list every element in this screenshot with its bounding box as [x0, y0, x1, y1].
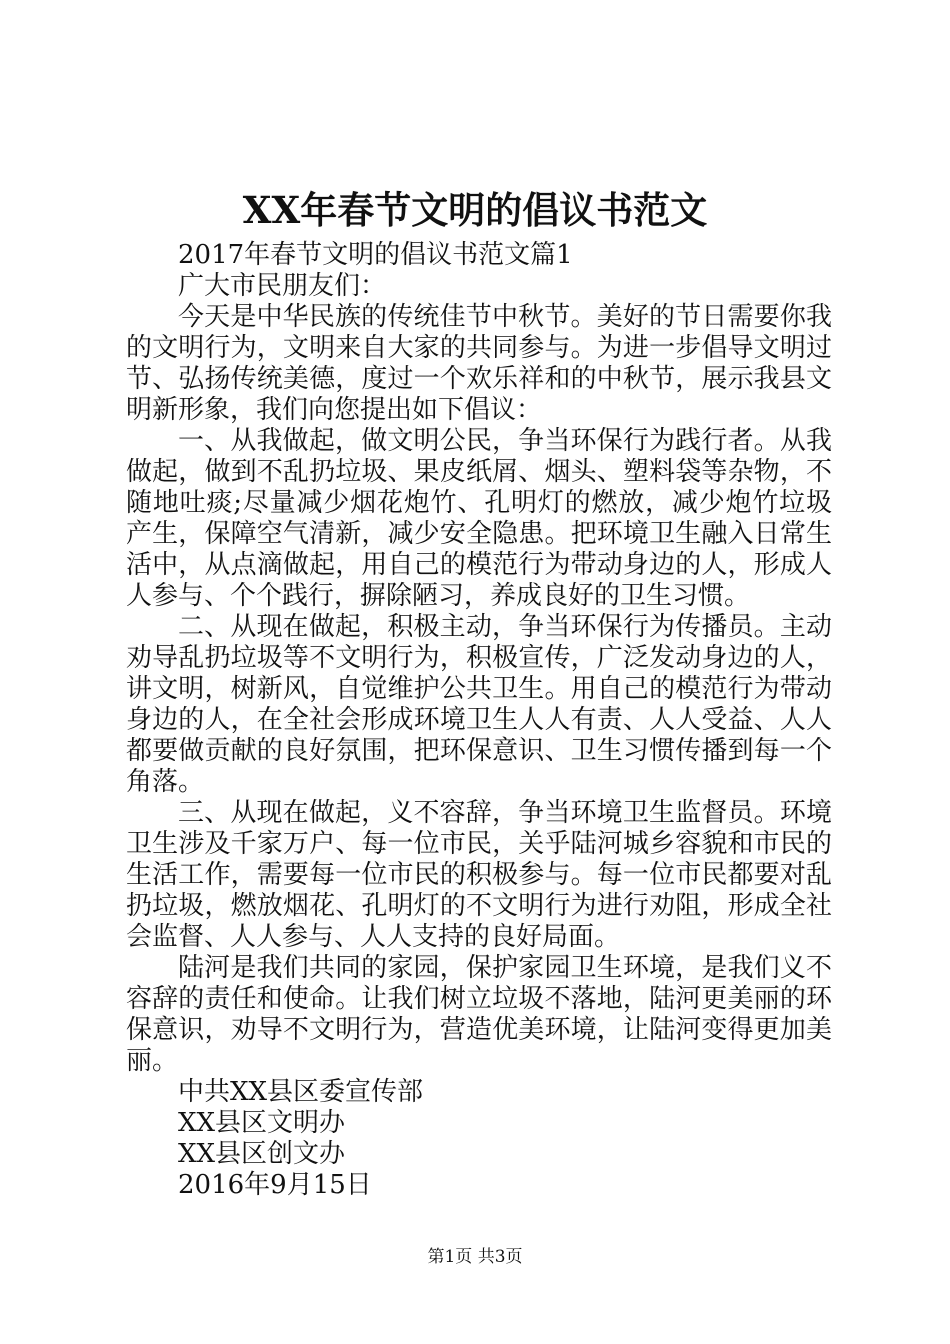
salutation: 广大市民朋友们： [178, 271, 387, 301]
document-subtitle: 2017年春节文明的倡议书范文篇1 [178, 240, 573, 270]
paragraph-closing: 陆河是我们共同的家园，保护家园卫生环境，是我们义不容辞的责任和使命。让我们树立垃圾不落地，陆河更美丽的环保意识，劝导不文明行为，营造优美环境，让陆河变得更加美丽。 [126, 953, 832, 1076]
page-number: 第1页 共3页 [427, 1247, 523, 1267]
signature-civilization-office: XX县区文明办 [178, 1108, 346, 1138]
signature-propaganda-dept: 中共XX县区委宣传部 [178, 1077, 424, 1107]
paragraph-proposal-3: 三、从现在做起，义不容辞，争当环境卫生监督员。环境卫生涉及千家万户、每一位市民，关乎陆河城乡容貌和市民的生活工作，需要每一位市民的积极参与。每一位市民都要对乱扔垃圾，燃放烟花、孔明灯的不文明行为进行劝阻，形成全社会监督、人人参与、人人支持的良好局面。 [126, 798, 832, 952]
paragraph-intro: 今天是中华民族的传统佳节中秋节。美好的节日需要你我的文明行为，文明来自大家的共同参与。为进一步倡导文明过节、弘扬传统美德，度过一个欢乐祥和的中秋节，展示我县文明新形象，我们向您提出如下倡议： [126, 302, 832, 425]
document-title: XX年春节文明的倡议书范文 [242, 188, 708, 232]
signature-date: 2016年9月15日 [178, 1170, 372, 1200]
paragraph-proposal-1: 一、从我做起，做文明公民，争当环保行为践行者。从我做起，做到不乱扔垃圾、果皮纸屑、烟头、塑料袋等杂物，不随地吐痰;尽量减少烟花炮竹、孔明灯的燃放，减少炮竹垃圾产生，保障空气清新，减少安全隐患。把环境卫生融入日常生活中，从点滴做起，用自己的模范行为带动身边的人，形成人人参与、个个践行，摒除陋习，养成良好的卫生习惯。 [126, 426, 832, 611]
paragraph-proposal-2: 二、从现在做起，积极主动，争当环保行为传播员。主动劝导乱扔垃圾等不文明行为，积极宣传，广泛发动身边的人，讲文明，树新风，自觉维护公共卫生。用自己的模范行为带动身边的人，在全社会形成环境卫生人人有责、人人受益、人人都要做贡献的良好氛围，把环保意识、卫生习惯传播到每一个角落。 [126, 612, 832, 797]
signature-creation-office: XX县区创文办 [178, 1139, 346, 1169]
document-body [126, 240, 832, 1201]
